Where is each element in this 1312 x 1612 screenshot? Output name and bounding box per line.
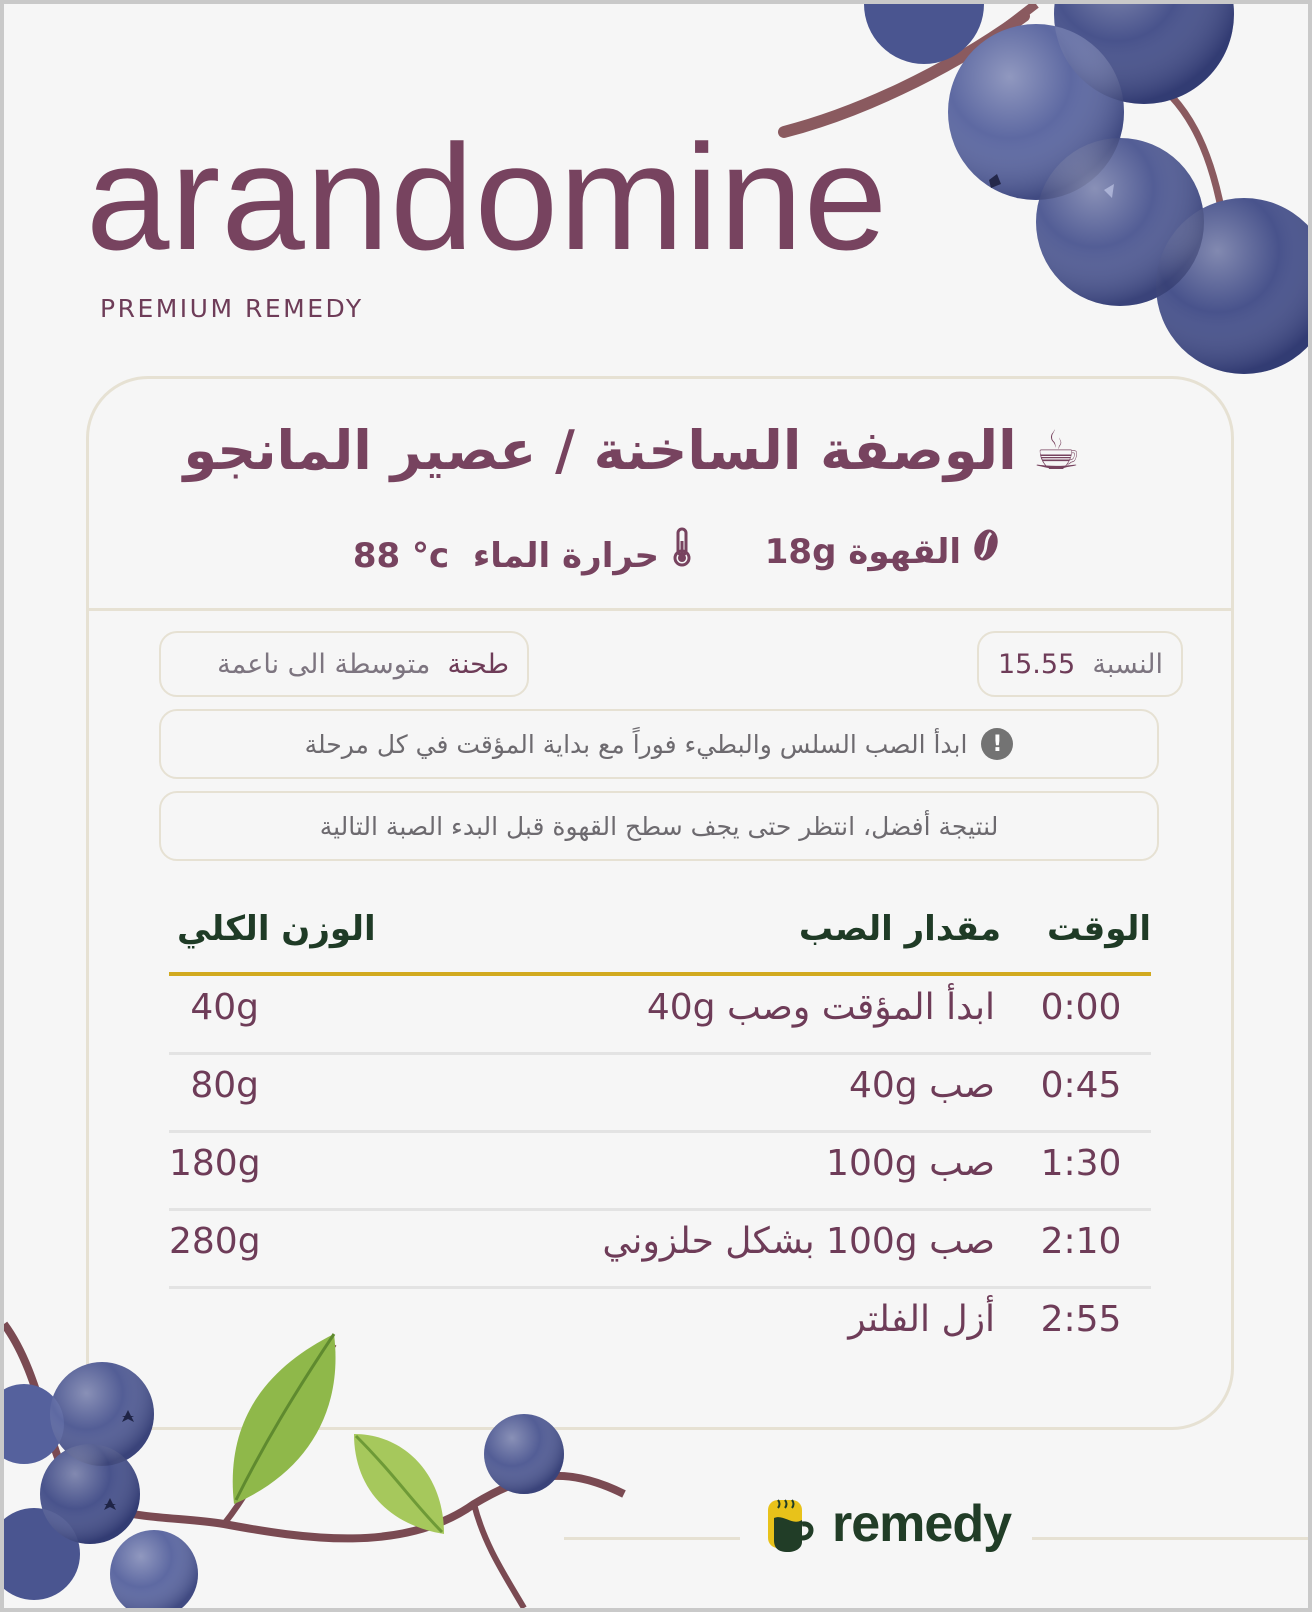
table-row (169, 1211, 1151, 1289)
footer-rule-right (1032, 1537, 1308, 1540)
row-time: 2:10 (1040, 1221, 1122, 1262)
grind-value: متوسطة الى ناعمة (217, 648, 431, 680)
row-pour: أزل الفلتر (848, 1299, 995, 1340)
brand-subtitle: PREMIUM REMEDY (100, 294, 364, 323)
recipe-title (149, 419, 1081, 482)
row-pour: ابدأ المؤقت وصب 40g (646, 987, 995, 1028)
water-temperature (353, 527, 693, 576)
row-total: 40g (190, 987, 259, 1028)
row-pour: صب 100g بشكل حلزوني (602, 1221, 995, 1262)
row-total: 180g (169, 1143, 261, 1184)
steaming-cup-icon (764, 1492, 824, 1558)
row-pour: صب 40g (848, 1065, 995, 1106)
card-divider (89, 608, 1231, 611)
tip-text-2: لنتيجة أفضل، انتظر حتى يجف سطح القهوة قبل البدء الصبة التالية (319, 811, 999, 841)
row-time: 0:00 (1040, 987, 1122, 1028)
grind-label: طحنة (447, 648, 509, 680)
ratio-label: النسبة (1092, 648, 1163, 680)
recipe-title-text: الوصفة الساخنة / عصير المانجو (183, 419, 1017, 482)
row-total: 80g (190, 1065, 259, 1106)
tip-text-1: ابدأ الصب السلس والبطيء فوراً مع بداية المؤقت في كل مرحلة (304, 729, 968, 759)
thermometer-icon (671, 527, 693, 576)
recipe-card (86, 376, 1234, 1430)
table-row (169, 1289, 1151, 1367)
header-pour: مقدار الصب (798, 909, 1001, 949)
row-total: 280g (169, 1221, 261, 1262)
header-time: الوقت (1047, 909, 1151, 949)
exclamation-icon: ! (981, 728, 1013, 760)
recipe-card-page (4, 4, 1308, 1608)
coffee-bean-icon (973, 527, 999, 572)
water-label: حرارة الماء (472, 536, 659, 576)
row-time: 2:55 (1040, 1299, 1122, 1340)
table-row (169, 1133, 1151, 1211)
remedy-logo (764, 1492, 1034, 1560)
tip-note-2 (159, 791, 1159, 861)
table-row (169, 977, 1151, 1055)
row-pour: صب 100g (826, 1143, 995, 1184)
coffee-cup-icon: ☕ (1032, 419, 1081, 482)
row-time: 0:45 (1040, 1065, 1122, 1106)
ratio-pill (977, 631, 1183, 697)
table-row (169, 1055, 1151, 1133)
grind-pill (159, 631, 529, 697)
coffee-value: 18g (764, 532, 837, 572)
brand-name: arandomine (86, 113, 889, 281)
tip-note-1 (159, 709, 1159, 779)
ratio-value: 15.55 (997, 648, 1076, 680)
row-time: 1:30 (1040, 1143, 1122, 1184)
coffee-dose (765, 527, 999, 572)
table-header-rule (169, 972, 1151, 976)
coffee-label: القهوة (848, 532, 961, 572)
water-value: 88 °c (352, 536, 450, 576)
footer-rule-left (564, 1537, 740, 1540)
logo-text: remedy (832, 1495, 1011, 1553)
header-total: الوزن الكلي (177, 909, 376, 949)
